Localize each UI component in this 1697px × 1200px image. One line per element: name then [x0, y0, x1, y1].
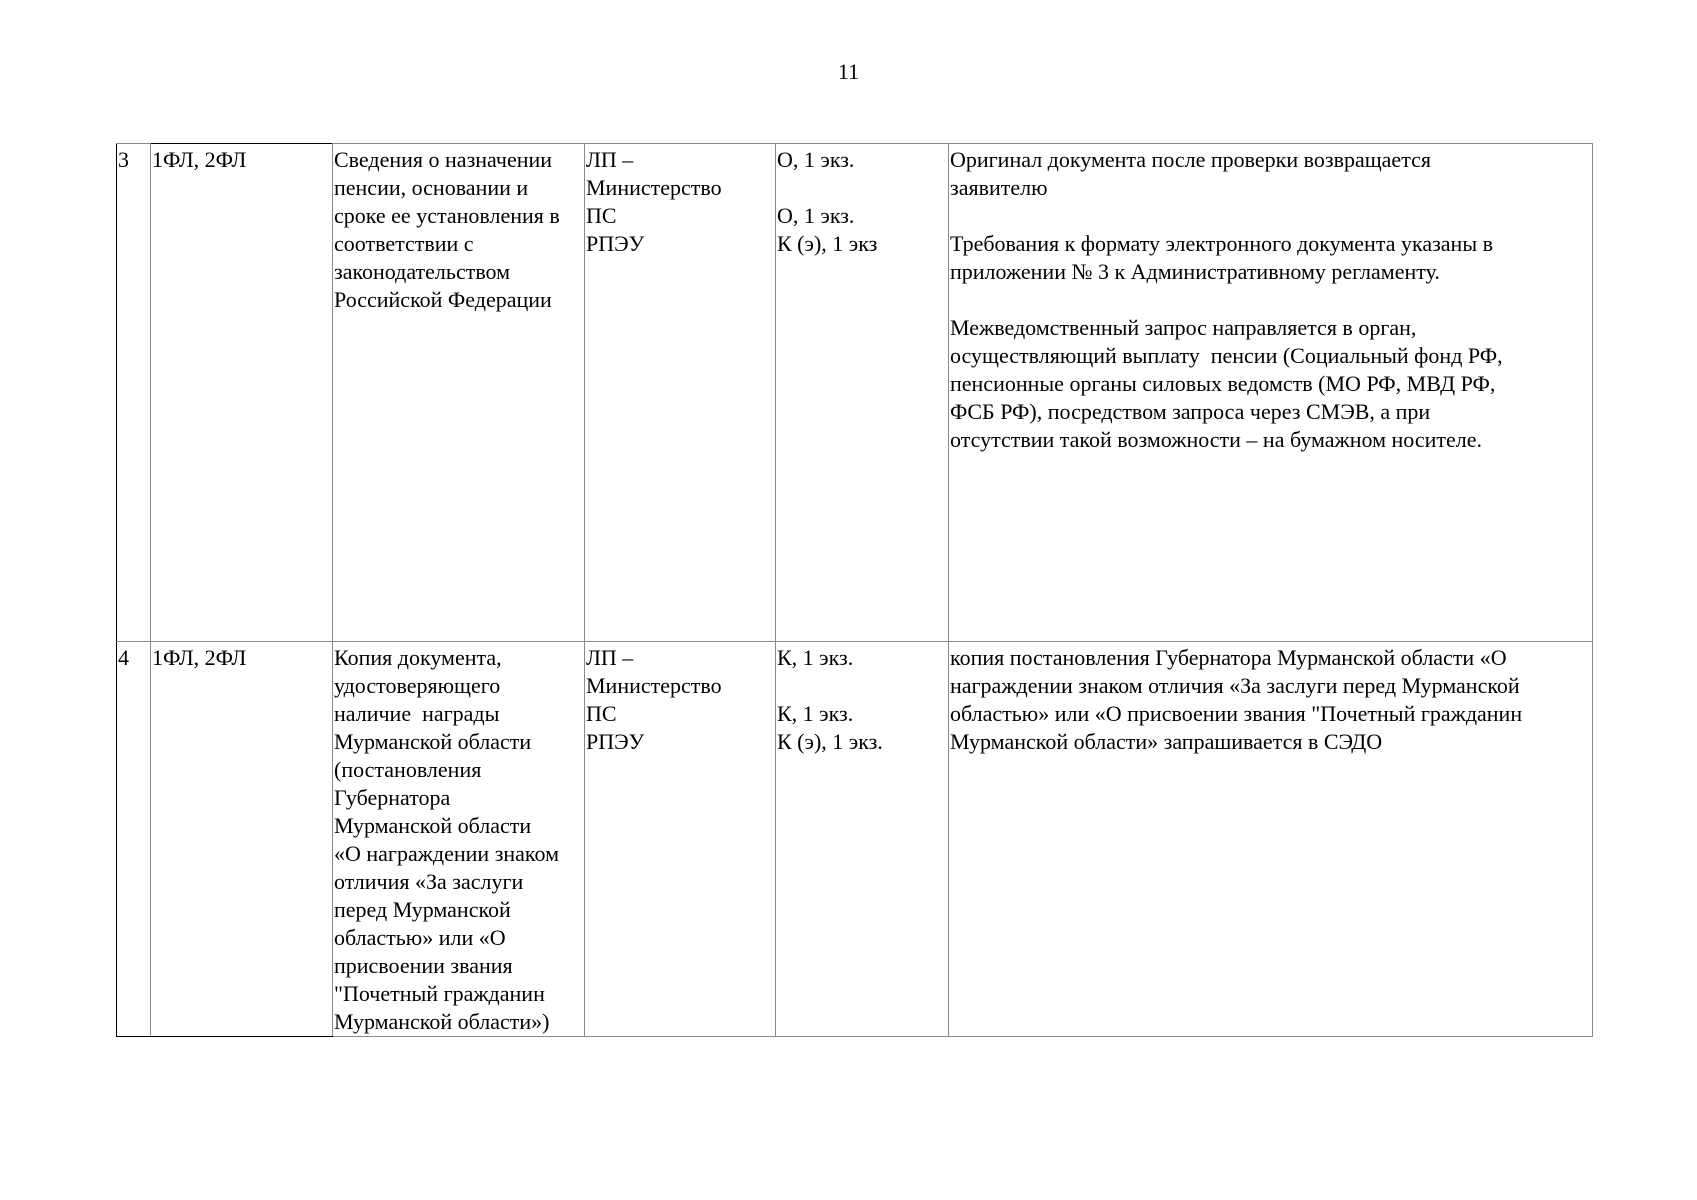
documents-table	[116, 143, 1593, 1037]
document-name-line: пенсии, основании и	[334, 175, 529, 200]
form-line: О, 1 экз.	[777, 203, 855, 228]
form-line: К (э), 1 экз.	[777, 729, 883, 754]
document-name-line: перед Мурманской	[334, 897, 511, 922]
document-name-line: законодательством	[334, 259, 511, 284]
document-source	[585, 642, 776, 1037]
document-name-line: (постановления	[334, 757, 482, 782]
source-line: ПС	[586, 701, 617, 726]
note-line: заявителю	[950, 175, 1048, 200]
note-line: Требования к формату электронного документа указаны в	[950, 231, 1493, 256]
table-row	[117, 642, 1593, 1037]
applicant-category: 1ФЛ, 2ФЛ	[151, 642, 333, 1037]
document-name-line: «О награждении знаком	[334, 841, 559, 866]
paragraph-gap	[950, 286, 1591, 314]
document-name-line: соответствии с	[334, 231, 474, 256]
document-name-line: Сведения о назначении	[334, 147, 553, 172]
applicant-category: 1ФЛ, 2ФЛ	[151, 144, 333, 642]
document-name-line: Мурманской области	[334, 813, 532, 838]
table-row	[117, 144, 1593, 642]
document-name-line: наличие награды	[334, 701, 500, 726]
document-name-line: отличия «За заслуги	[334, 869, 524, 894]
note-line: ФСБ РФ), посредством запроса через СМЭВ, а при	[950, 399, 1431, 424]
document-name-line: сроке ее установления в	[334, 203, 560, 228]
note-line: Межведомственный запрос направляется в орган,	[950, 315, 1417, 340]
document-form	[776, 144, 949, 642]
document-name	[333, 642, 585, 1037]
row-number: 4	[117, 642, 151, 1037]
document-name-line: Губернатора	[334, 785, 451, 810]
note-line: отсутствии такой возможности – на бумажном носителе.	[950, 427, 1483, 452]
source-line: Министерство	[586, 673, 722, 698]
form-line: К, 1 экз.	[777, 701, 854, 726]
document-name-line: "Почетный гражданин	[334, 981, 545, 1006]
document-name-line: присвоении звания	[334, 953, 513, 978]
note-line: областью» или «О присвоении звания "Почетный гражданин	[950, 701, 1523, 726]
note-line: Оригинал документа после проверки возвращается	[950, 147, 1431, 172]
form-line: К (э), 1 экз	[777, 231, 878, 256]
form-line: О, 1 экз.	[777, 147, 855, 172]
document-form	[776, 642, 949, 1037]
document-name-line: Копия документа,	[334, 645, 502, 670]
source-line: ЛП –	[586, 645, 634, 670]
note-line: копия постановления Губернатора Мурманской области «О	[950, 645, 1507, 670]
source-line: РПЭУ	[586, 231, 645, 256]
paragraph-gap	[950, 202, 1591, 230]
document-name-line: Российской Федерации	[334, 287, 552, 312]
note-line: осуществляющий выплату пенсии (Социальный фонд РФ,	[950, 343, 1503, 368]
source-line: ПС	[586, 203, 617, 228]
note-line: награждении знаком отличия «За заслуги перед Мурманской	[950, 673, 1520, 698]
document-notes	[949, 642, 1593, 1037]
note-line: Мурманской области» запрашивается в СЭДО	[950, 729, 1383, 754]
form-line: К, 1 экз.	[777, 645, 854, 670]
document-name-line: Мурманской области»)	[334, 1009, 550, 1034]
line-gap	[777, 174, 947, 202]
document-name-line: областью» или «О	[334, 925, 506, 950]
line-gap	[777, 672, 947, 700]
source-line: Министерство	[586, 175, 722, 200]
document-name	[333, 144, 585, 642]
page-number: 11	[837, 59, 860, 84]
row-number: 3	[117, 144, 151, 642]
document-notes	[949, 144, 1593, 642]
document-name-line: Мурманской области	[334, 729, 532, 754]
document-name-line: удостоверяющего	[334, 673, 501, 698]
note-line: пенсионные органы силовых ведомств (МО РФ, МВД РФ,	[950, 371, 1496, 396]
document-source	[585, 144, 776, 642]
source-line: РПЭУ	[586, 729, 645, 754]
source-line: ЛП –	[586, 147, 634, 172]
note-line: приложении № 3 к Административному регламенту.	[950, 259, 1440, 284]
